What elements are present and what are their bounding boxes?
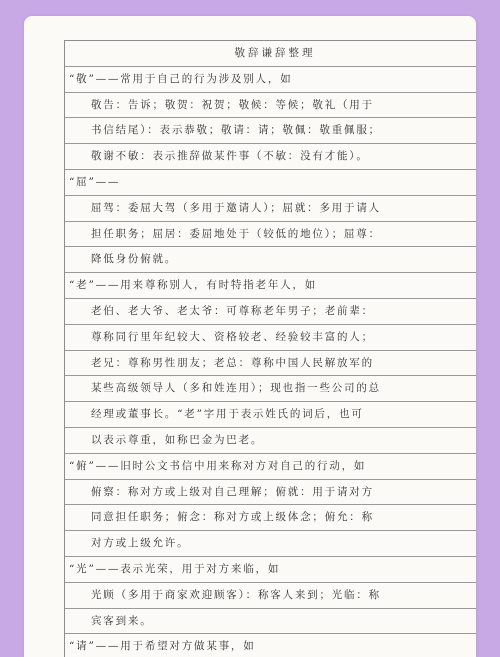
entry-text-line: 老兄：尊称男性朋友；老总：尊称中国人民解放军的 (65, 351, 476, 377)
entry-text-line: 俯察：称对方或上级对自己理解；俯就：用于请对方 (65, 480, 476, 506)
note-paper (24, 16, 476, 657)
page-title: 敬辞谦辞整理 (65, 41, 476, 67)
entry-text-line: 经理或董事长。“老”字用于表示姓氏的词后，也可 (65, 402, 476, 428)
entry-text-line: 书信结尾）：表示恭敬；敬请：请；敬佩：敬重佩服； (65, 118, 476, 144)
entry-text-line: 降低身份俯就。 (65, 247, 476, 273)
entry-text-line: 某些高级领导人（多和姓连用）；现也指一些公司的总 (65, 376, 476, 402)
entry-heading-line: “敬”——常用于自己的行为涉及别人，如 (65, 67, 476, 93)
entry-text-line: 光顾（多用于商家欢迎顾客）：称客人来到；光临：称 (65, 583, 476, 609)
entry-text-line: 敬告：告诉；敬贺：祝贺；敬候：等候；敬礼（用于 (65, 93, 476, 119)
entry-text-line: 宾客到来。 (65, 609, 476, 635)
entry-text-line: 敬谢不敏：表示推辞做某件事（不敏：没有才能）。 (65, 144, 476, 170)
entry-heading-line: “请”——用于希望对方做某事，如 (65, 634, 476, 657)
entry-heading-line: “俯”——旧时公文书信中用来称对方对自己的行动，如 (65, 454, 476, 480)
entry-text-line: 尊称同行里年纪较大、资格较老、经验较丰富的人； (65, 325, 476, 351)
entry-heading-line: “老”——用来尊称别人，有时特指老年人，如 (65, 273, 476, 299)
entry-heading-line: “光”——表示光荣，用于对方来临，如 (65, 557, 476, 583)
entry-text-line: 以表示尊重，如称巴金为巴老。 (65, 428, 476, 454)
notes-table (64, 40, 476, 657)
entry-heading-line: “屈”—— (65, 170, 476, 196)
entry-text-line: 屈驾：委屈大驾（多用于邀请人）；屈就：多用于请人 (65, 196, 476, 222)
entry-text-line: 同意担任职务；俯念：称对方或上级体念；俯允：称 (65, 505, 476, 531)
entry-text-line: 对方或上级允许。 (65, 531, 476, 557)
entry-text-line: 老伯、老大爷、老太爷：可尊称老年男子；老前辈： (65, 299, 476, 325)
entry-text-line: 担任职务；屈居：委屈地处于（较低的地位）；屈尊： (65, 222, 476, 248)
